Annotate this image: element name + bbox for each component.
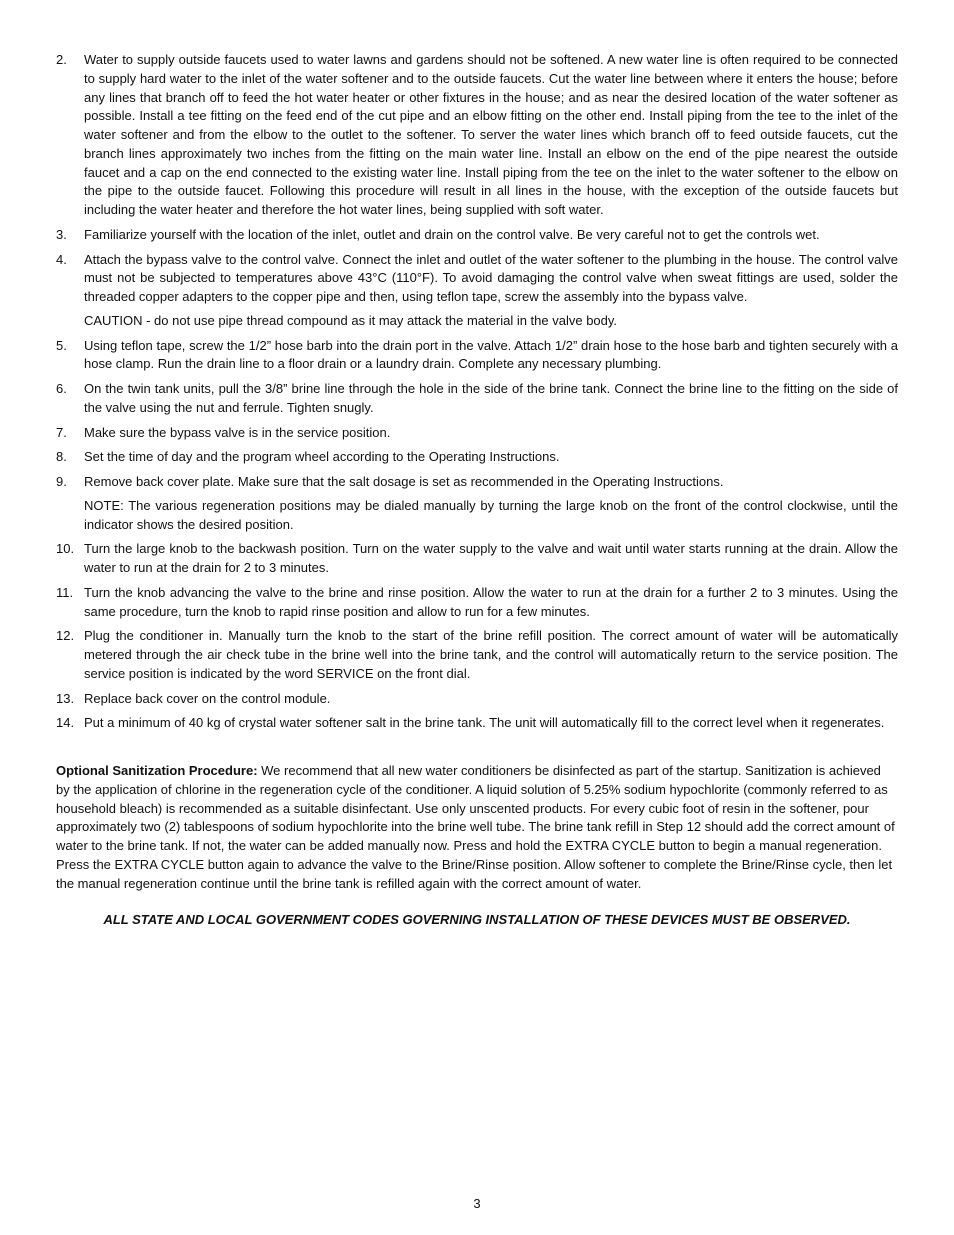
step-number: 4. <box>56 251 67 267</box>
list-item <box>56 690 898 709</box>
step-number: 6. <box>56 381 67 396</box>
list-item <box>56 714 898 733</box>
list-item <box>56 584 898 622</box>
list-item <box>56 540 898 578</box>
list-item <box>56 473 898 534</box>
sanitization-body: We recommend that all new water conditioners be disinfected as part of the startup. Sanitization is achieved by the application of chlorine in the regeneration cycle of the conditioner. A liquid solution of 5.25% sodium hypochlorite (commonly referred to as household bleach) is recommended as a suitable disinfectant. Use only unscented products. For every cubic foot of resin in the softener, pour approximately two (2) tablespoons of sodium hypochlorite into the brine well tube. The brine tank refill in Step 12 should add the correct amount of water to the brine tank. If not, the water can be added manually now. Press and hold the EXTRA CYCLE button to begin a manual regeneration. Press the EXTRA CYCLE button again to advance the valve to the Brine/Rinse position. Allow softener to complete the Brine/Rinse cycle, then let the manual regeneration continue until the brine tank is refilled again with the correct amount of water. <box>56 763 895 891</box>
document-page <box>56 51 898 929</box>
step-number: 7. <box>56 424 67 440</box>
step-text: Attach the bypass valve to the control valve. Connect the inlet and outlet of the water softener to the plumbing in the house. The control valve must not be subjected to temperatures above 43°C (110°F). To avoid damaging the control valve when sweat fittings are used, solder the threaded copper adapters to the copper pipe and then, using teflon tape, screw the assembly into the bypass valve. <box>84 251 898 304</box>
page-number: 3 <box>473 1196 481 1211</box>
step-text: Put a minimum of 40 kg of crystal water softener salt in the brine tank. The unit will automatically fill to the correct level when it regenerates. <box>84 715 885 731</box>
step-text: Turn the knob advancing the valve to the brine and rinse position. Allow the water to run at the drain for a further 2 to 3 minutes. Using the same procedure, turn the knob to rapid rinse position and allow to run for a few minutes. <box>84 584 898 619</box>
step-text: Replace back cover on the control module. <box>84 690 331 706</box>
step-number: 5. <box>56 337 67 353</box>
step-text: Make sure the bypass valve is in the service position. <box>84 424 391 440</box>
step-number: 8. <box>56 449 67 465</box>
step-text: Using teflon tape, screw the 1/2” hose barb into the drain port in the valve. Attach 1/2” drain hose to the hose barb and tighten securely with a hose clamp. Run the drain line to a floor drain or a laundry drain. Complete any necessary plumbing. <box>84 337 898 372</box>
step-text: Set the time of day and the program wheel according to the Operating Instructions. <box>84 449 560 465</box>
step-number: 2. <box>56 52 67 67</box>
step-number: 12. <box>56 628 75 644</box>
step-number: 3. <box>56 226 67 242</box>
sanitization-heading: Optional Sanitization Procedure: <box>56 763 258 778</box>
step-number: 9. <box>56 474 67 489</box>
step-text: On the twin tank units, pull the 3/8” brine line through the hole in the side of the brine tank. Connect the brine line to the fitting on the side of the valve using the nut and ferrule. Tighten snugly. <box>84 381 898 415</box>
step-number: 11. <box>56 584 74 600</box>
list-item <box>56 448 898 467</box>
list-item <box>56 51 898 220</box>
list-item <box>56 337 898 375</box>
list-item <box>56 627 898 683</box>
list-item <box>56 424 898 443</box>
step-text: Turn the large knob to the backwash position. Turn on the water supply to the valve and wait until water starts running at the drain. Allow the water to run at the drain for 2 to 3 minutes. <box>84 541 898 575</box>
installation-steps <box>56 51 898 733</box>
step-text: Water to supply outside faucets used to water lawns and gardens should not be softened. A new water line is often required to be connected to supply hard water to the inlet of the water softener and to the outside faucets. Cut the water line between where it enters the house; before any lines that branch off to feed the hot water heater or other fixtures in the house; and as near the desired location of the water softener as possible. Install a tee fitting on the feed end of the cut pipe and an elbow fitting on the other end. Install piping from the tee to the inlet of the water softener and from the elbow to the outlet to the softener. To server the water lines which branch off to feed outside faucets, cut the branch lines approximately two inches from the fitting on the main water line. Install an elbow on the end of the pipe nearest the outside faucet and a cap on the end connected to the existing water line. Install piping from the tee on the inlet to the water softener to the elbow on the pipe to the outside faucet. Following this procedure will result in all lines in the house, with the exception of the outside faucets but including the water heater and therefore the hot water lines, being supplied with soft water. <box>84 52 898 217</box>
step-text: Remove back cover plate. Make sure that the salt dosage is set as recommended in the Operating Instructions. <box>84 474 724 489</box>
list-item <box>56 226 898 245</box>
step-number: 13. <box>56 690 75 706</box>
caution-note: CAUTION - do not use pipe thread compound as it may attack the material in the valve body. <box>84 312 618 328</box>
step-number: 10. <box>56 541 75 557</box>
list-item <box>56 251 898 331</box>
step-text: Familiarize yourself with the location of the inlet, outlet and drain on the control valve. Be very careful not to get the controls wet. <box>84 226 820 242</box>
sanitization-paragraph <box>56 762 898 893</box>
note-text: NOTE: The various regeneration positions may be dialed manually by turning the large knob on the front of the control clockwise, until the indicator shows the desired position. <box>84 497 898 532</box>
list-item <box>56 380 898 418</box>
step-number: 14. <box>56 715 75 731</box>
step-text: Plug the conditioner in. Manually turn the knob to the start of the brine refill position. The correct amount of water will be automatically metered through the air check tube in the brine well into the brine tank, and the control will automatically return to the service position. The service position is indicated by the word SERVICE on the front dial. <box>84 628 898 681</box>
codes-notice: ALL STATE AND LOCAL GOVERNMENT CODES GOVERNING INSTALLATION OF THESE DEVICES MUST BE OBSERVED. <box>103 912 851 928</box>
